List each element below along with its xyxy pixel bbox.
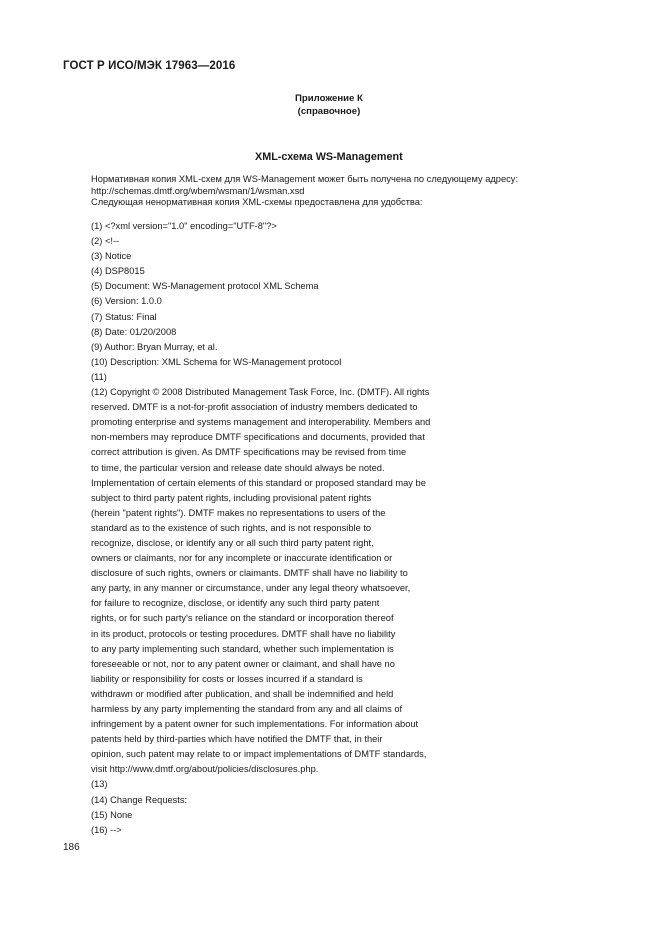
code-line: (14) Change Requests:	[91, 794, 188, 805]
code-line: (4) DSP8015	[91, 266, 145, 277]
code-line: visit http://www.dmtf.org/about/policies/disclosures.php.	[91, 764, 319, 775]
page-number: 186	[63, 842, 80, 853]
intro-line: Следующая ненормативная копия XML-схемы предоставлена для удобства:	[91, 197, 423, 208]
code-line: (16) -->	[91, 824, 122, 835]
code-line: (10) Description: XML Schema for WS-Management protocol	[91, 356, 342, 367]
appendix-heading	[295, 92, 363, 118]
intro-line: Нормативная копия XML-схем для WS-Management может быть получена по следующему адресу:	[91, 174, 519, 184]
code-line: recognize, disclose, or identify any or all such third party patent right,	[91, 537, 374, 548]
code-line: (1) <?xml version="1.0" encoding="UTF-8"?>	[91, 221, 277, 231]
code-line: (5) Document: WS-Management protocol XML Schema	[91, 281, 319, 292]
code-line: (9) Author: Bryan Murray, et al.	[91, 341, 218, 352]
code-line: (15) None	[91, 809, 133, 820]
document-header: ГОСТ Р ИСО/МЭК 17963—2016	[63, 60, 236, 72]
code-line: (11)	[91, 371, 107, 382]
code-line: (herein "patent rights"). DMTF makes no representations to users of the	[91, 507, 386, 518]
code-line: (6) Version: 1.0.0	[91, 296, 162, 307]
code-line: subject to third party patent rights, including provisional patent rights	[91, 492, 372, 503]
code-line: reserved. DMTF is a not-for-profit association of industry members dedicated to	[91, 402, 418, 413]
code-line: (2) <!--	[91, 236, 120, 247]
code-line: rights, or for such party's reliance on the standard or incorporation thereof	[91, 613, 394, 624]
code-line: (8) Date: 01/20/2008	[91, 326, 177, 337]
appendix-title: Приложение К	[295, 93, 363, 104]
code-line: in its product, protocols or testing procedures. DMTF shall have no liability	[91, 628, 396, 639]
code-line: for failure to recognize, disclose, or identify any such third party patent	[91, 598, 380, 609]
code-line: any party, in any manner or circumstance, under any legal theory whatsoever,	[91, 583, 411, 594]
code-line: foreseeable or not, nor to any patent owner or claimant, and shall have no	[91, 658, 395, 669]
appendix-subtitle: (справочное)	[297, 106, 361, 117]
code-line: non-members may reproduce DMTF specifications and documents, provided that	[91, 432, 425, 443]
intro-paragraph	[91, 174, 518, 209]
code-line: (12) Copyright © 2008 Distributed Management Task Force, Inc. (DMTF). All rights	[91, 387, 430, 398]
code-line: patents held by third-parties which have notified the DMTF that, in their	[91, 734, 383, 745]
code-line: liability or responsibility for costs or losses incurred if a standard is	[91, 673, 363, 684]
code-line: owners or claimants, nor for any incomplete or inaccurate identification or	[91, 553, 393, 564]
code-line: standard as to the existence of such rights, and is not responsible to	[91, 522, 372, 533]
code-line: promoting enterprise and systems management and interoperability. Members and	[91, 417, 431, 428]
code-line: (7) Status: Final	[91, 311, 157, 322]
schema-listing	[91, 219, 430, 838]
code-line: Implementation of certain elements of this standard or proposed standard may be	[91, 477, 426, 488]
code-line: (3) Notice	[91, 251, 132, 262]
intro-link: http://schemas.dmtf.org/wbem/wsman/1/wsman.xsd	[91, 185, 305, 196]
code-line: opinion, such patent may relate to or impact implementations of DMTF standards,	[91, 749, 427, 760]
code-line: infringement by a patent owner for such implementations. For information about	[91, 719, 419, 730]
section-title: XML-схема WS-Management	[255, 151, 403, 163]
code-line: withdrawn or modified after publication, and shall be indemnified and held	[91, 688, 394, 699]
code-line: correct attribution is given. As DMTF specifications may be revised from time	[91, 447, 407, 458]
code-line: disclosure of such rights, owners or claimants. DMTF shall have no liability to	[91, 568, 408, 579]
code-line: to time, the particular version and release date should always be noted.	[91, 462, 385, 473]
code-line: harmless by any party implementing the standard from any and all claims of	[91, 704, 403, 714]
code-line: to any party implementing such standard, whether such implementation is	[91, 643, 394, 654]
code-line: (13)	[91, 779, 108, 790]
